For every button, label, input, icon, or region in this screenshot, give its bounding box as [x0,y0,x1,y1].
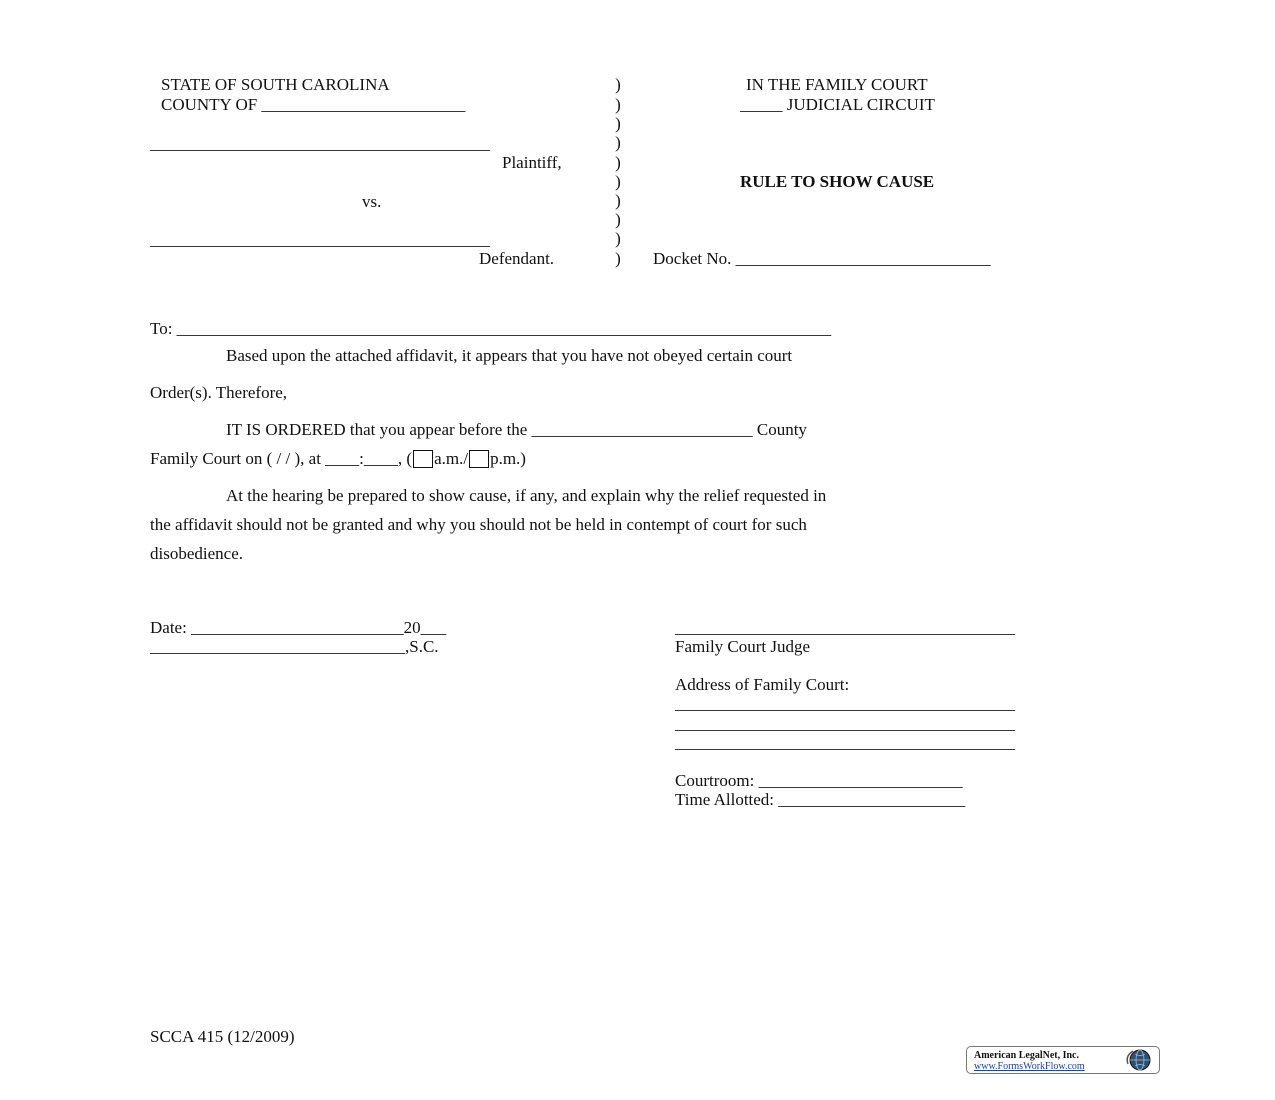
hearing-datetime-line [150,449,526,468]
state-name: STATE OF SOUTH CAROLINA [161,75,390,94]
document-title: RULE TO SHOW CAUSE [740,172,935,191]
pm-checkbox[interactable] [469,450,489,468]
circuit-field[interactable]: _____ JUDICIAL CIRCUIT [740,95,935,114]
paragraph-3-line-3: disobedience. [150,544,243,563]
court-name: IN THE FAMILY COURT [746,75,928,94]
form-number: SCCA 415 (12/2009) [150,1027,295,1046]
paren: ) [615,249,621,268]
address-line-2[interactable]: ________________________________________ [675,714,1015,733]
paren: ) [615,229,621,248]
logo-website-link[interactable]: www.FormsWorkFlow.com [974,1061,1085,1072]
defendant-label: Defendant. [479,249,555,268]
address-line-1[interactable]: ________________________________________ [675,694,1015,713]
paren: ) [615,114,621,133]
globe-icon [1123,1048,1157,1072]
paragraph-1-line-1: Based upon the attached affidavit, it appears that you have not obeyed certain court [226,346,793,365]
plaintiff-field[interactable]: ________________________________________ [150,134,490,153]
paren: ) [615,210,621,229]
pm-label: p.m.) [490,449,526,468]
address-line-3[interactable]: ________________________________________ [675,733,1015,752]
judge-label: Family Court Judge [675,637,811,656]
judge-signature-line[interactable]: ________________________________________ [675,618,1015,637]
paren: ) [615,172,621,191]
paragraph-3-line-2: the affidavit should not be granted and why you should not be held in contempt of court for such [150,515,807,534]
american-legalnet-logo[interactable] [966,1046,1160,1074]
paren: ) [615,95,621,114]
am-checkbox[interactable] [413,450,433,468]
county-field[interactable]: COUNTY OF ________________________ [161,95,466,114]
paren: ) [615,191,621,210]
date-field[interactable]: Date: _________________________20___ [150,618,447,637]
docket-number-field[interactable]: Docket No. ______________________________ [653,249,991,268]
order-county-line[interactable]: IT IS ORDERED that you appear before the __________________________ County [226,420,807,439]
defendant-field[interactable]: ________________________________________ [150,230,490,249]
paren: ) [615,153,621,172]
place-field[interactable]: ______________________________,S.C. [150,637,439,656]
paren: ) [615,75,621,94]
logo-company-name: American LegalNet, Inc. [974,1050,1079,1061]
courtroom-field[interactable]: Courtroom: ________________________ [675,771,963,790]
plaintiff-label: Plaintiff, [502,153,562,172]
versus-label: vs. [362,192,382,211]
am-label: a.m./ [434,449,469,468]
paragraph-3-line-1: At the hearing be prepared to show cause, if any, and explain why the relief requested in [226,486,827,505]
paren: ) [615,133,621,152]
hearing-date-time-field[interactable]: Family Court on ( / / ), at ____:____, ( [150,449,413,468]
to-field[interactable]: To: _____________________________________________________________________________ [150,319,832,338]
paragraph-1-line-2: Order(s). Therefore, [150,383,288,402]
address-label: Address of Family Court: [675,675,850,694]
time-allotted-field[interactable]: Time Allotted: ______________________ [675,790,966,809]
